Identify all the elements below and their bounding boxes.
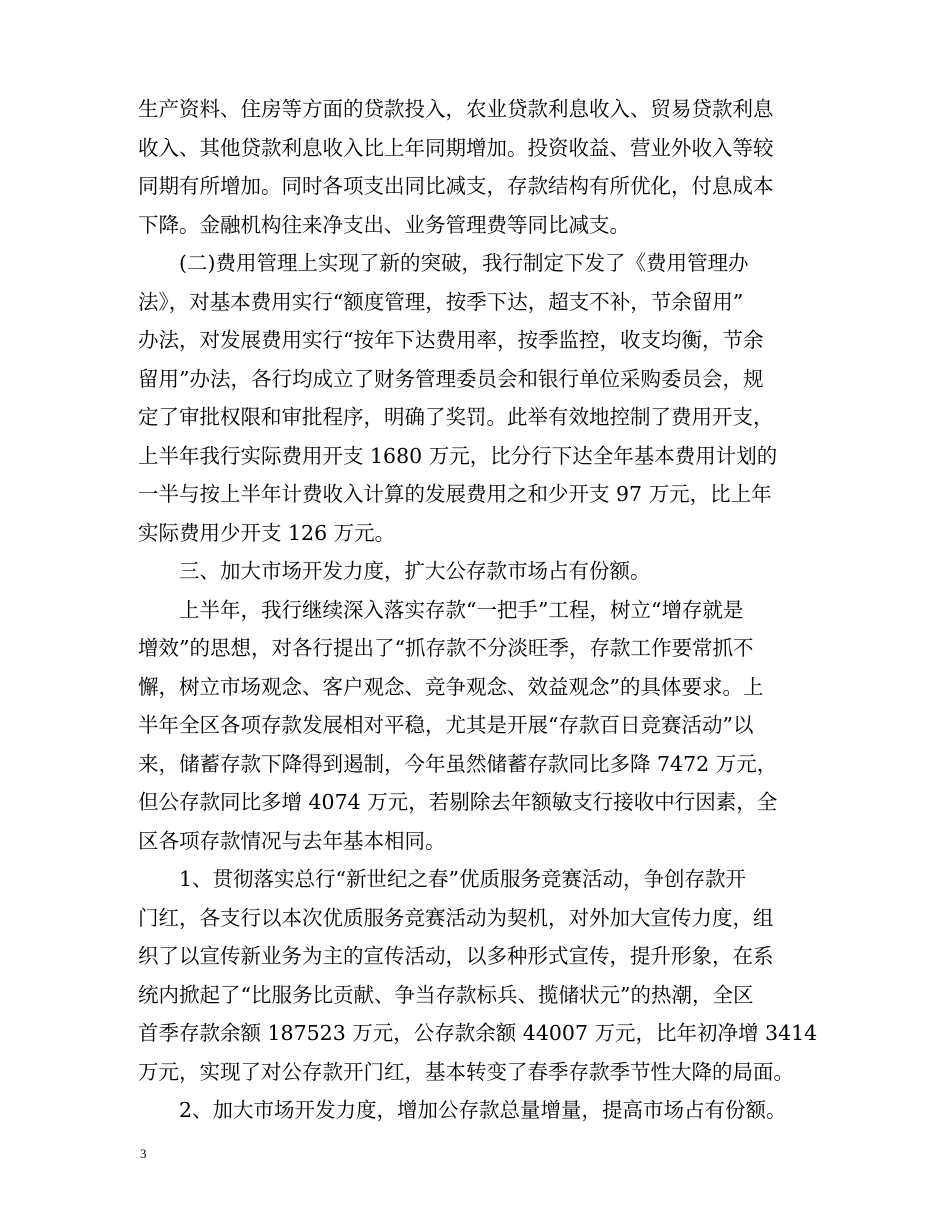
text-line: 上半年，我行继续深入落实存款“一把手”工程，树立“增存就是 xyxy=(179,597,744,622)
text-line: 万元，实现了对公存款开门红，基本转变了春季存款季节性大降的局面。 xyxy=(138,1059,794,1084)
text-line: 门红，各支行以本次优质服务竞赛活动为契机，对外加大宣传力度，组 xyxy=(138,905,774,930)
text-line: 半年全区各项存款发展相对平稳，尤其是开展“存款百日竞赛活动”以 xyxy=(138,713,754,737)
text-line: 统内掀起了“比服务比贡献、争当存款标兵、揽储状元”的热潮，全区 xyxy=(138,982,754,1007)
text-line: 但公存款同比多增 4074 万元，若剔除去年额敏支行接收中行因素，全 xyxy=(138,790,778,814)
text-line: 织了以宣传新业务为主的宣传活动，以多种形式宣传，提升形象，在系 xyxy=(138,944,774,968)
text-line: 来，储蓄存款下降得到遏制，今年虽然储蓄存款同比多降 7472 万元， xyxy=(138,751,778,776)
text-line: (二)费用管理上实现了新的突破，我行制定下发了《费用管理办 xyxy=(179,251,749,275)
text-line: 上半年我行实际费用开支 1680 万元，比分行下达全年基本费用计划的 xyxy=(138,443,778,468)
text-line: 办法，对发展费用实行“按年下达费用率，按季监控，收支均衡，节余 xyxy=(138,328,764,352)
text-line: 收入、其他贷款利息收入比上年同期增加。投资收益、营业外收入等较 xyxy=(138,135,774,160)
text-line: 法》，对基本费用实行“额度管理，按季下达，超支不补，节余留用” xyxy=(138,289,744,314)
text-line: 实际费用少开支 126 万元。 xyxy=(138,520,396,545)
text-line: 三、加大市场开发力度，扩大公存款市场占有份额。 xyxy=(179,559,651,583)
text-line: 1、贯彻落实总行“新世纪之春”优质服务竞赛活动，争创存款开 xyxy=(179,867,747,891)
text-line: 留用”办法，各行均成立了财务管理委员会和银行单位采购委员会，规 xyxy=(138,366,764,391)
text-line: 增效”的思想，对各行提出了“抓存款不分淡旺季，存款工作要常抓不 xyxy=(138,636,754,660)
text-line: 生产资料、住房等方面的贷款投入，农业贷款利息收入、贸易贷款利息 xyxy=(138,97,774,121)
page-number: 3 xyxy=(140,1146,147,1161)
text-line: 下降。金融机构往来净支出、业务管理费等同比减支。 xyxy=(138,212,630,237)
text-line: 2、加大市场开发力度，增加公存款总量增量，提高市场占有份额。 xyxy=(179,1098,787,1122)
text-line: 区各项存款情况与去年基本相同。 xyxy=(138,828,446,853)
text-line: 懈，树立市场观念、客户观念、竞争观念、效益观念”的具体要求。上 xyxy=(138,674,764,699)
text-line: 同期有所增加。同时各项支出同比减支，存款结构有所优化，付息成本 xyxy=(138,174,774,198)
body-text xyxy=(138,90,828,1130)
text-line: 定了审批权限和审批程序，明确了奖罚。此举有效地控制了费用开支， xyxy=(138,405,774,429)
text-line: 首季存款余额 187523 万元，公存款余额 44007 万元，比年初净增 3414 xyxy=(138,1021,818,1045)
text-line: 一半与按上半年计费收入计算的发展费用之和少开支 97 万元，比上年 xyxy=(138,482,772,506)
